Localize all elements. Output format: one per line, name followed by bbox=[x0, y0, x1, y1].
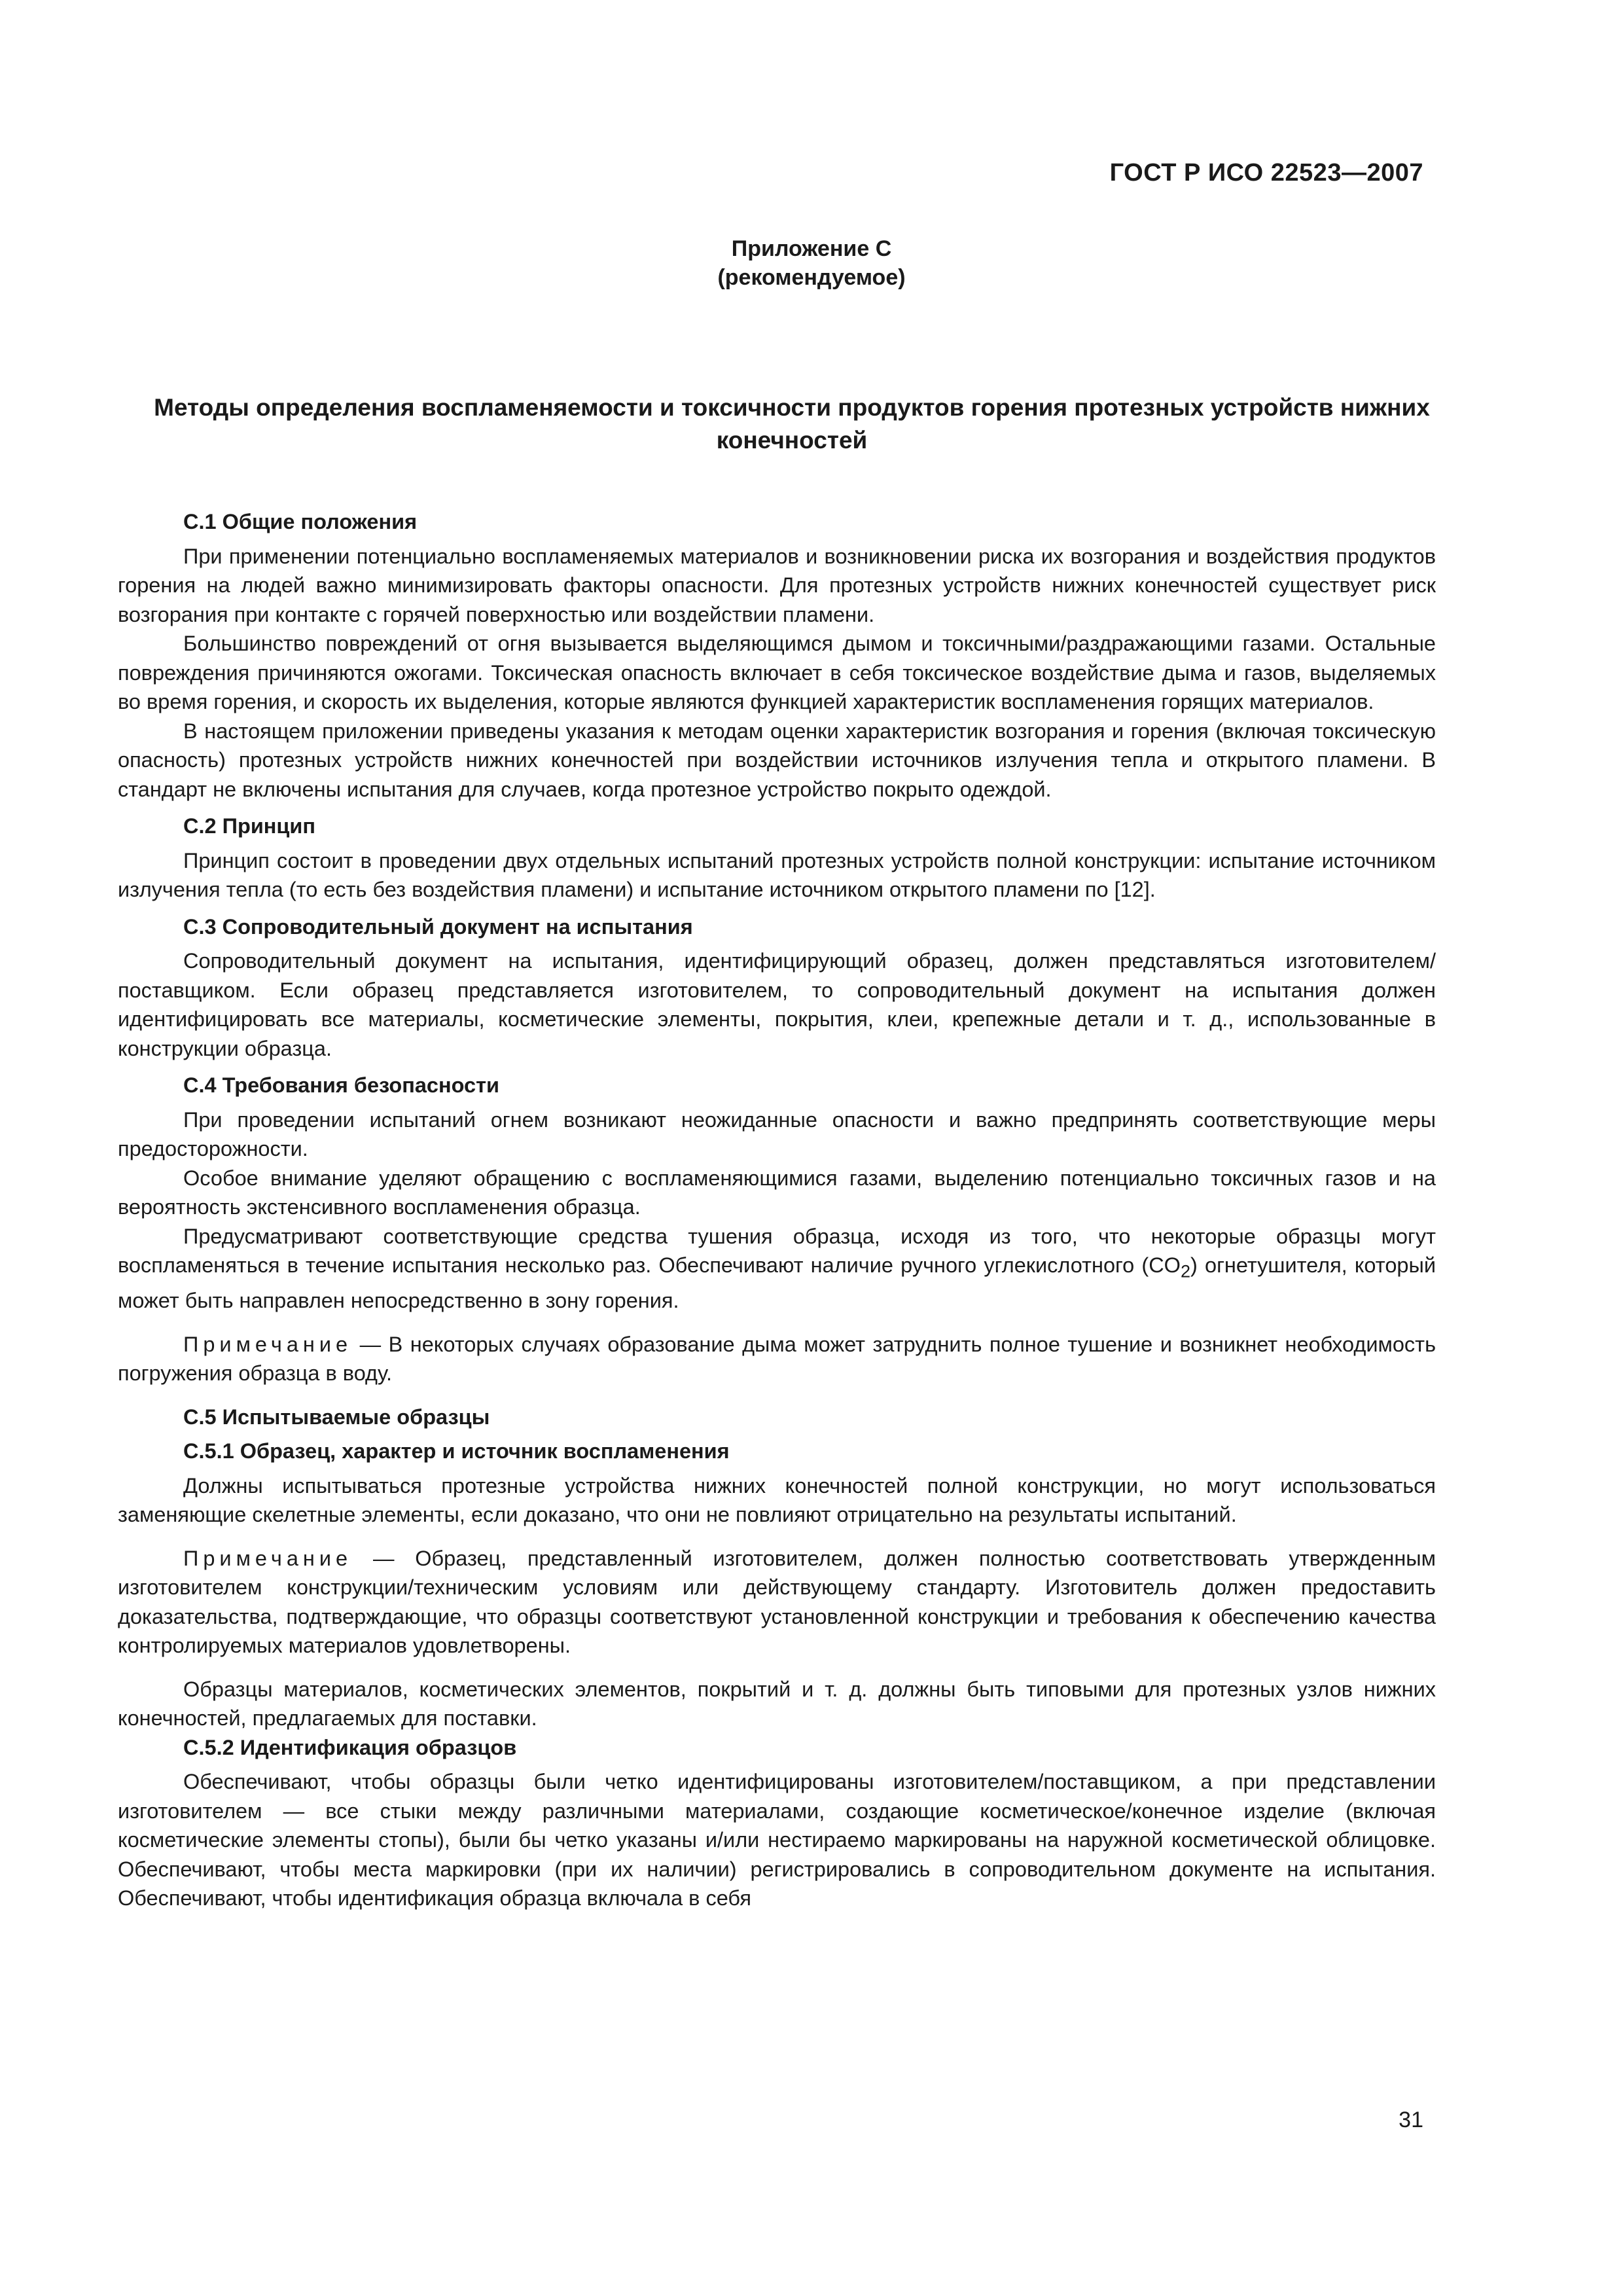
annex-status: (рекомендуемое) bbox=[717, 265, 906, 290]
document-code: ГОСТ Р ИСО 22523—2007 bbox=[1109, 159, 1423, 187]
paragraph: При применении потенциально воспламеняемых материалов и возникновении риска их возгорания и воздействия продуктов горения на людей важно минимизировать факторы опасности. Для протезных устройств нижних конечностей существует риск возгорания при контакте с горячей поверхностью или воздействии пламени. bbox=[118, 544, 1436, 626]
paragraph: При проведении испытаний огнем возникают неожиданные опасности и важно предпринять соответствующие меры предосторожности. bbox=[118, 1107, 1436, 1160]
paragraph: Сопроводительный документ на испытания, идентифицирующий образец, должен представляться изготовителем/поставщиком. Если образец представляется изготовителем, то сопроводительный документ на испытания должен идентифицировать все материалы, косметические элементы, покрытия, клеи, крепежные детали и т. д., использованные в конструкции образца. bbox=[118, 949, 1436, 1060]
note-label: Примечание bbox=[183, 1332, 353, 1356]
text-span: ) огнетушителя, который может быть направлен непосредственно в зону горения. bbox=[118, 1253, 1436, 1312]
note-text: — Образец, представленный изготовителем, должен полностью соответствовать утвержденным изготовителем конструкции/техническим условиям или действующему стандарту. Изготовитель должен предоставить доказательства, подтверждающие, что образцы соответствуют установленной конструкции и требования к обеспечению качества контролируемых материалов удовлетворены. bbox=[118, 1546, 1436, 1657]
paragraph: Принцип состоит в проведении двух отдельных испытаний протезных устройств полной конструкции: испытание источником излучения тепла (то есть без воздействия пламени) и испытание источником открытого пламени по [12]. bbox=[118, 848, 1436, 901]
section-heading-c5: С.5 Испытываемые образцы bbox=[183, 1405, 490, 1429]
page-title: Методы определения воспламеняемости и токсичности продуктов горения протезных устройств нижних конечностей bbox=[154, 394, 1430, 454]
annex-heading bbox=[0, 234, 1623, 292]
note bbox=[118, 1330, 1436, 1388]
note bbox=[118, 1544, 1436, 1660]
text-span: Предусматривают соответствующие средства тушения образца, исходя из того, что некоторые образцы могут воспламеняться в течение испытания несколько раз. Обеспечивают наличие ручного углекислотного (CO bbox=[118, 1224, 1436, 1277]
section-heading-c1: С.1 Общие положения bbox=[183, 510, 418, 533]
paragraph: Обеспечивают, чтобы образцы были четко идентифицированы изготовителем/поставщиком, а при представлении изготовителем — все стыки между различными материалами, создающие косметическое/конечное изделие (включая косметические элементы стопы), были бы четко указаны и/или нестираемо маркированы на наружной косметической облицовке. Обеспечивают, чтобы места маркировки (при их наличии) регистрировались в сопроводительном документе на испытания. Обеспечивают, чтобы идентификация образца включала в себя bbox=[118, 1770, 1436, 1910]
note-text: — В некоторых случаях образование дыма может затруднить полное тушение и возникнет необходимость погружения образца в воду. bbox=[118, 1332, 1436, 1385]
paragraph: Образцы материалов, косметических элементов, покрытий и т. д. должны быть типовыми для протезных узлов нижних конечностей, предлагаемых для поставки. bbox=[118, 1677, 1436, 1730]
note-label: Примечание bbox=[183, 1546, 353, 1570]
subsection-heading-c51: С.5.1 Образец, характер и источник воспламенения bbox=[183, 1439, 730, 1463]
section-heading-c2: С.2 Принцип bbox=[183, 814, 316, 838]
paragraph-co2 bbox=[118, 1222, 1436, 1316]
page-number: 31 bbox=[1399, 2108, 1423, 2132]
annex-title: Приложение С bbox=[731, 236, 892, 261]
paragraph: Особое внимание уделяют обращению с воспламеняющимися газами, выделению потенциально токсичных газов и на вероятность экстенсивного воспламенения образца. bbox=[118, 1166, 1436, 1219]
subsection-heading-c52: С.5.2 Идентификация образцов bbox=[183, 1735, 517, 1759]
document-body bbox=[118, 507, 1436, 1913]
paragraph: Большинство повреждений от огня вызывается выделяющимся дымом и токсичными/раздражающими газами. Остальные повреждения причиняются ожогами. Токсическая опасность включает в себя токсическое воздействие дыма и газов, выделяемых во время горения, и скорость их выделения, которые являются функцией характеристик воспламенения горящих материалов. bbox=[118, 632, 1436, 713]
paragraph: Должны испытываться протезные устройства нижних конечностей полной конструкции, но могут использоваться заменяющие скелетные элементы, если доказано, что они не повлияют отрицательно на результаты испытаний. bbox=[118, 1473, 1436, 1526]
section-heading-c4: С.4 Требования безопасности bbox=[183, 1073, 500, 1097]
paragraph: В настоящем приложении приведены указания к методам оценки характеристик возгорания и горения (включая токсическую опасность) протезных устройств нижних конечностей при воздействии источников излучения тепла и открытого пламени. В стандарт не включены испытания для случаев, когда протезное устройство покрыто одеждой. bbox=[118, 719, 1436, 801]
subscript: 2 bbox=[1180, 1261, 1191, 1282]
section-heading-c3: С.3 Сопроводительный документ на испытания bbox=[183, 914, 693, 939]
